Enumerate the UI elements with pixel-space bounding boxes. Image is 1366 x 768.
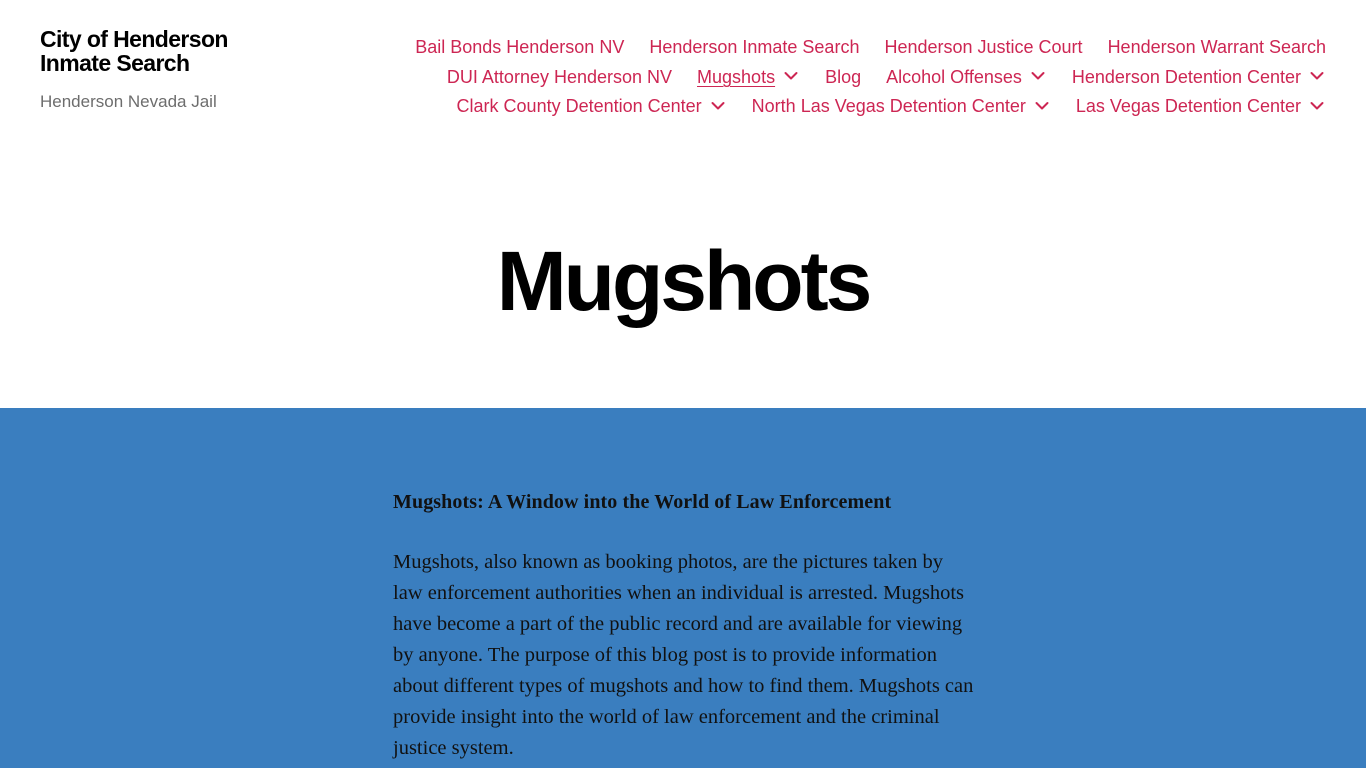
menu-item-label[interactable]: Henderson Inmate Search: [649, 37, 860, 58]
article-paragraph: Mugshots, also known as booking photos, are the pictures taken by law enforcement authorities when an individual is arrested. Mugshots have become a part of the public record and are available for viewing by anyone. The purpose of this blog post is to provide information about different types of mugshots and how to find them. Mugshots can provide insight into the world of law enforcement and the criminal justice system.: [393, 551, 974, 759]
site-tagline: Henderson Nevada Jail: [40, 92, 217, 111]
page-content: [0, 408, 1366, 768]
article-heading: Mugshots: A Window into the World of Law Enforcement: [393, 491, 892, 513]
menu-item-blog[interactable]: [825, 67, 861, 88]
menu-item-label[interactable]: Bail Bonds Henderson NV: [415, 37, 625, 58]
chevron-down-icon[interactable]: [711, 101, 727, 113]
menu-item-mugshots[interactable]: [697, 67, 800, 88]
menu-item-label[interactable]: North Las Vegas Detention Center: [751, 96, 1026, 117]
menu-item-henderson-justice-court[interactable]: [884, 37, 1082, 58]
page-title: Mugshots: [496, 234, 870, 328]
menu-row: [326, 33, 1326, 63]
menu-row: [326, 92, 1326, 122]
menu-item-label[interactable]: Alcohol Offenses: [886, 66, 1022, 87]
chevron-down-icon[interactable]: [1310, 71, 1326, 83]
site-branding: [40, 27, 260, 112]
menu-item-label[interactable]: Las Vegas Detention Center: [1075, 96, 1301, 117]
menu-item-henderson-inmate-search[interactable]: [649, 37, 859, 58]
menu-item-alcohol-offenses[interactable]: [886, 67, 1047, 88]
chevron-down-icon[interactable]: [1035, 101, 1051, 113]
chevron-down-icon[interactable]: [784, 71, 800, 83]
menu-item-north-las-vegas-detention-center[interactable]: [752, 96, 1051, 117]
site-title[interactable]: [40, 27, 260, 75]
menu-item-label[interactable]: Henderson Justice Court: [884, 37, 1083, 58]
chevron-down-icon[interactable]: [1310, 101, 1326, 113]
menu-item-label[interactable]: Mugshots: [697, 66, 776, 87]
menu-item-dui-attorney-henderson-nv[interactable]: [447, 67, 672, 88]
menu-row: [326, 63, 1326, 93]
chevron-down-icon[interactable]: [1031, 71, 1047, 83]
menu-item-label[interactable]: Henderson Warrant Search: [1107, 37, 1326, 58]
menu-item-clark-county-detention-center[interactable]: [457, 96, 727, 117]
primary-menu: [326, 33, 1326, 122]
menu-item-label[interactable]: Blog: [825, 66, 862, 87]
menu-item-bail-bonds-henderson-nv[interactable]: [415, 37, 624, 58]
menu-item-henderson-detention-center[interactable]: [1072, 67, 1326, 88]
menu-item-las-vegas-detention-center[interactable]: [1076, 96, 1326, 117]
menu-item-henderson-warrant-search[interactable]: [1108, 37, 1326, 58]
menu-item-label[interactable]: DUI Attorney Henderson NV: [446, 66, 673, 87]
menu-item-label[interactable]: Henderson Detention Center: [1071, 66, 1301, 87]
site-title-line-2[interactable]: Inmate Search: [40, 50, 190, 76]
entry-content: [393, 490, 975, 764]
menu-item-label[interactable]: Clark County Detention Center: [456, 96, 702, 117]
site-title-line-1[interactable]: City of Henderson: [40, 26, 228, 52]
